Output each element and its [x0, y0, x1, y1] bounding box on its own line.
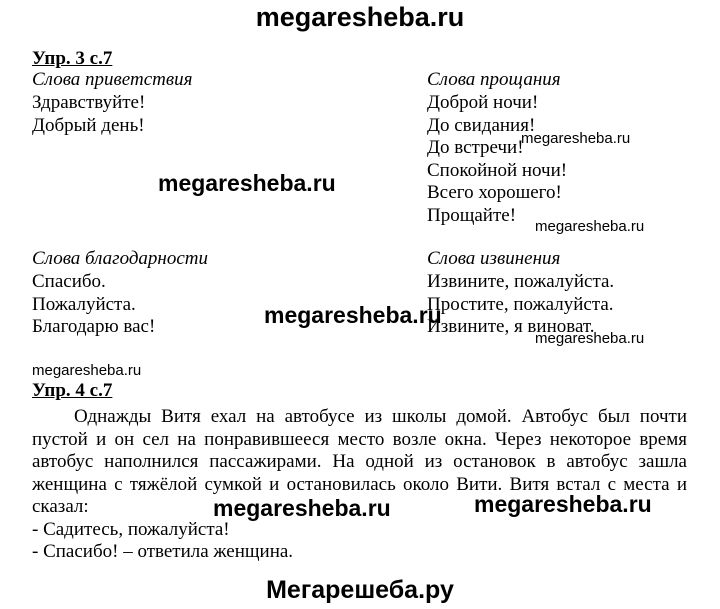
- list-item: До встречи!: [427, 137, 524, 158]
- list-item: Спасибо.: [32, 271, 106, 292]
- watermark: megaresheba.ru: [158, 170, 336, 196]
- exercise-4-heading: Упр. 4 с.7: [32, 380, 113, 401]
- story-paragraph: Однажды Витя ехал на автобусе из школы домой. Автобус был почти пустой и он сел на понравившееся место возле окна. Через некоторое время автобус наполнился пассажирами. На одной из остановок в автобус зашла женщина с тяжёлой сумкой и остановилась около Вити. Витя встал с места и сказал:: [32, 406, 687, 517]
- watermark: megaresheba.ru: [535, 330, 645, 347]
- watermark: megaresheba.ru: [264, 302, 442, 328]
- site-title: megaresheba.ru: [255, 2, 465, 32]
- watermark: megaresheba.ru: [521, 130, 631, 147]
- apology-heading: Слова извинения: [427, 248, 561, 269]
- list-item: Доброй ночи!: [427, 92, 539, 113]
- gratitude-heading: Слова благодарности: [32, 248, 209, 269]
- list-item: Извините, пожалуйста.: [427, 271, 615, 292]
- apology-list: [427, 271, 614, 339]
- list-item: Пожалуйста.: [32, 293, 136, 315]
- farewells-list: [427, 92, 567, 227]
- farewells-heading: Слова прощания: [427, 69, 561, 90]
- list-item: Извините, я виноват.: [427, 316, 595, 337]
- watermark: megaresheba.ru: [213, 495, 391, 521]
- dialogue-line: - Садитесь, пожалуйста!: [32, 519, 230, 540]
- list-item: Здравствуйте!: [32, 92, 146, 113]
- watermark: megaresheba.ru: [535, 218, 645, 235]
- exercise-3-heading: Упр. 3 с.7: [32, 48, 113, 69]
- dialogue-line: - Спасибо! – ответила женщина.: [32, 541, 294, 562]
- footer-site-name: Мегарешеба.ру: [266, 576, 454, 604]
- watermark: megaresheba.ru: [474, 491, 652, 517]
- greetings-list: [32, 92, 145, 137]
- list-item: Всего хорошего!: [427, 182, 562, 203]
- list-item: Спокойной ночи!: [427, 159, 568, 181]
- list-item: Прощайте!: [427, 204, 517, 226]
- list-item: Простите, пожалуйста.: [427, 293, 614, 315]
- list-item: Добрый день!: [32, 114, 145, 136]
- greetings-heading: Слова приветствия: [32, 69, 193, 90]
- list-item: Благодарю вас!: [32, 316, 156, 337]
- list-item: До свидания!: [427, 114, 536, 136]
- watermark: megaresheba.ru: [32, 362, 142, 379]
- gratitude-list: [32, 271, 155, 339]
